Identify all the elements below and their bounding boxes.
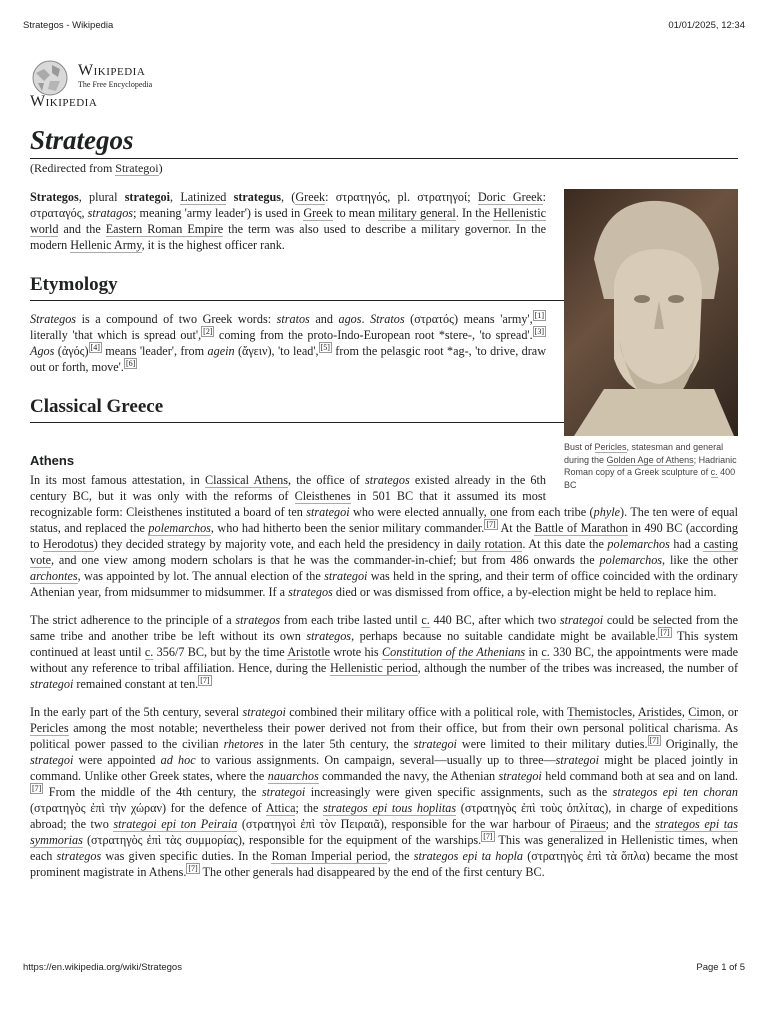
athens-paragraph-2: The strict adherence to the principle of a strategos from each tribe lasted until c. 440 BC, after which two strategoi could be selected from the same tribe and another tribe be left without its own strategos, perhaps because no suitable candidate might be available. [7] This system continued at least until c. 356/7 BC, but by the time Aristotle wrote his Constitution of the Athenians in c. 330 BC, the appointments were made without any reference to tribal affiliation. Hence, during the Hellenistic period, although the number of the tribes was increased, the number of strategoi remained constant at ten. [7] [30, 613, 739, 691]
redirect-note: (Redirected from Strategoi) [30, 161, 163, 175]
link-strategos-epi-tous-hoplitas[interactable]: strategos epi tous hoplitas [323, 801, 457, 815]
citation[interactable]: [7] [200, 675, 210, 685]
citation[interactable]: [3] [534, 326, 544, 336]
link-archontes[interactable]: archontes [30, 569, 78, 583]
infobox-figure [564, 189, 738, 491]
print-header [23, 20, 745, 31]
citation[interactable]: [7] [32, 783, 42, 793]
citation[interactable]: [7] [649, 735, 659, 745]
link-latinized[interactable]: Latinized [180, 190, 227, 204]
link-aristides[interactable]: Aristides [637, 705, 682, 719]
link-daily-rotation[interactable]: daily rotation [456, 537, 523, 551]
link-eastern-roman-empire[interactable]: Eastern Roman Empire [105, 222, 224, 236]
link-pericles[interactable]: Pericles [594, 442, 627, 452]
page-title: Strategos [30, 120, 738, 159]
link-military-general[interactable]: military general [378, 206, 456, 220]
citation[interactable]: [1] [534, 310, 545, 320]
bust-illustration [564, 189, 738, 436]
link-aristotle[interactable]: Aristotle [287, 645, 331, 659]
page-title-header: Strategos - Wikipedia [23, 20, 114, 31]
link-hellenistic-period[interactable]: Hellenistic period [330, 661, 418, 675]
link-hellenic-army[interactable]: Hellenic Army [70, 238, 142, 252]
link-circa[interactable]: c. [144, 645, 154, 659]
link-cleisthenes[interactable]: Cleisthenes [294, 489, 351, 503]
athens-paragraph-3: In the early part of the 5th century, several strategoi combined their military office with a political role, with Themistocles, Aristides, Cimon, or Pericles among the most notable; nevertheless their power derived not from their office, but from their own personal political charisma. As political power passed to the civilian rhetores in the later 5th century, the strategoi were limited to their military duties. [7] Originally, the strategoi were appointed ad hoc to various assignments. On campaign, several—usually up to three—strategoi might be placed jointly in command. Unlike other Greek states, where the nauarchos commanded the navy, the Athenian strategoi held command both at sea and on land.[7] From the middle of the 4th century, the strategoi increasingly were given specific assignments, such as the strategos epi ten choran (στρατηγὸς ἐπὶ τὴν χώραν) for the defence of Attica; the strategos epi tous hoplitas (στρατηγὸς ἐπὶ τοὺς ὁπλίτας), in charge of expeditions abroad; the two strategoi epi ton Peiraia (στρατηγοὶ ἐπὶ τὸν Πειραιᾶ), responsible for the war harbour of Piraeus; and the strategos epi tas symmorias (στρατηγὸς ἐπὶ τὰς συμμορίας), responsible for the equipment of the warships. [7] This was generalized in Hellenistic times, when each strategos was given specific duties. In the Roman Imperial period, the strategos epi ta hopla (στρατηγὸς ἐπὶ τὰ ὅπλα) became the most prominent magistrate in Athens. [7] The other generals had disappeared by the end of the first century BC. [30, 705, 739, 879]
link-hellenistic-world[interactable]: Hellenistic world [30, 206, 546, 236]
link-classical-athens[interactable]: Classical Athens [204, 473, 289, 487]
link-constitution-of-the-athenians[interactable]: Constitution of the Athenians [382, 645, 526, 659]
link-attica[interactable]: Attica [265, 801, 296, 815]
citation[interactable]: [7] [188, 863, 198, 873]
print-footer [23, 962, 745, 973]
link-cimon[interactable]: Cimon [688, 705, 722, 719]
link-circa[interactable]: c. [710, 467, 718, 477]
article-content [30, 120, 738, 892]
redirect-link[interactable]: Strategoi [115, 161, 159, 175]
wordmark-secondary: Wikipedia [30, 93, 98, 110]
citation[interactable]: [6] [125, 358, 136, 368]
heading-classical-greece: Classical Greece [30, 395, 738, 423]
link-strategoi-epi-ton-peiraia[interactable]: strategoi epi ton Peiraia [113, 817, 238, 831]
intro-paragraph: Strategos, plural strategoi, Latinized strategus, (Greek: στρατηγός, pl. στρατηγοί; Doric Greek: στραταγός, stratagos; meaning 'army leader') is used in Greek to mean military general. In the Hellenistic world and the Eastern Roman Empire the term was also used to describe a military governor. In the modern Hellenic Army, it is the highest officer rank. [30, 190, 547, 252]
citation[interactable]: [7] [486, 519, 496, 529]
link-golden-age[interactable]: Golden Age of Athens [606, 454, 694, 465]
link-casting-vote[interactable]: casting vote [30, 537, 738, 567]
wikipedia-logo[interactable] [30, 59, 230, 111]
link-nauarchos[interactable]: nauarchos [267, 769, 319, 783]
link-battle-of-marathon[interactable]: Battle of Marathon [534, 521, 629, 535]
link-doric-greek[interactable]: Doric Greek [477, 190, 543, 204]
heading-athens: Athens [30, 453, 75, 468]
citation[interactable]: [5] [320, 342, 330, 352]
citation[interactable]: [7] [483, 831, 493, 841]
tagline: The Free Encyclopedia [78, 80, 153, 89]
pericles-bust-image[interactable] [564, 189, 738, 436]
page-number: Page 1 of 5 [696, 962, 745, 973]
link-strategos-epi-tas-symmorias[interactable]: strategos epi tas symmorias [30, 817, 738, 847]
citation[interactable]: [2] [203, 326, 213, 336]
globe-icon [30, 59, 70, 97]
link-roman-imperial-period[interactable]: Roman Imperial period [271, 849, 388, 863]
etymology-paragraph: Strategos is a compound of two Greek words: stratos and agos. Stratos (στρατός) means 'army', [1] literally 'that which is spread out', [2] coming from the proto-Indo-European root *stere-, 'to spread'. [3] Agos (ἀγός) [4] means 'leader', from agein (ἄγειν), 'to lead', [5] from the pelasgic root *ag-, 'to drive, draw out or forth, move'. [6] [30, 310, 546, 374]
heading-etymology: Etymology [30, 273, 738, 301]
footer-url: https://en.wikipedia.org/wiki/Strategos [23, 962, 182, 973]
link-pericles-text[interactable]: Pericles [30, 721, 69, 735]
figure-caption: Bust of Pericles, statesman and general during the Golden Age of Athens; Hadrianic Roman copy of a Greek sculpture of c. 400 BC [564, 442, 737, 490]
citation[interactable]: [7] [660, 627, 670, 637]
link-piraeus[interactable]: Piraeus [569, 817, 606, 831]
link-greek[interactable]: Greek [295, 190, 326, 204]
link-circa[interactable]: c. [421, 613, 430, 627]
link-greek-2[interactable]: Greek [303, 206, 334, 220]
link-herodotus[interactable]: Herodotus [43, 537, 94, 551]
link-circa[interactable]: c. [541, 645, 550, 659]
athens-paragraph-1: In its most famous attestation, in Classical Athens, the office of strategos existed already in the 6th century BC, but it was only with the reforms of Cleisthenes in 501 BC that it assumed its most recognizable form: Cleisthenes instituted a board of ten strategoi who were elected annually, one from each tribe (phyle). The ten were of equal status, and replaced the polemarchos, who had hitherto been the senior military commander. [7] At the Battle of Marathon in 490 BC (according to Herodotus) they decided strategy by majority vote, and each held the presidency in daily rotation. At this date the polemarchos had a casting vote, and one view among modern scholars is that he was the commander-in-chief; but from 486 onwards the polemarchos, like the other archontes, was appointed by lot. The annual election of the strategoi was held in the spring, and their term of office coincided with the ordinary Athenian year, from midsummer to midsummer. If a strategos died or was dismissed from office, a by-election might be held to replace him. [30, 473, 738, 599]
wordmark: Wikipedia [78, 62, 146, 79]
print-datetime: 01/01/2025, 12:34 [668, 20, 745, 31]
link-polemarchos[interactable]: polemarchos [148, 521, 211, 535]
citation[interactable]: [4] [90, 342, 100, 352]
link-themistocles[interactable]: Themistocles [567, 705, 633, 719]
